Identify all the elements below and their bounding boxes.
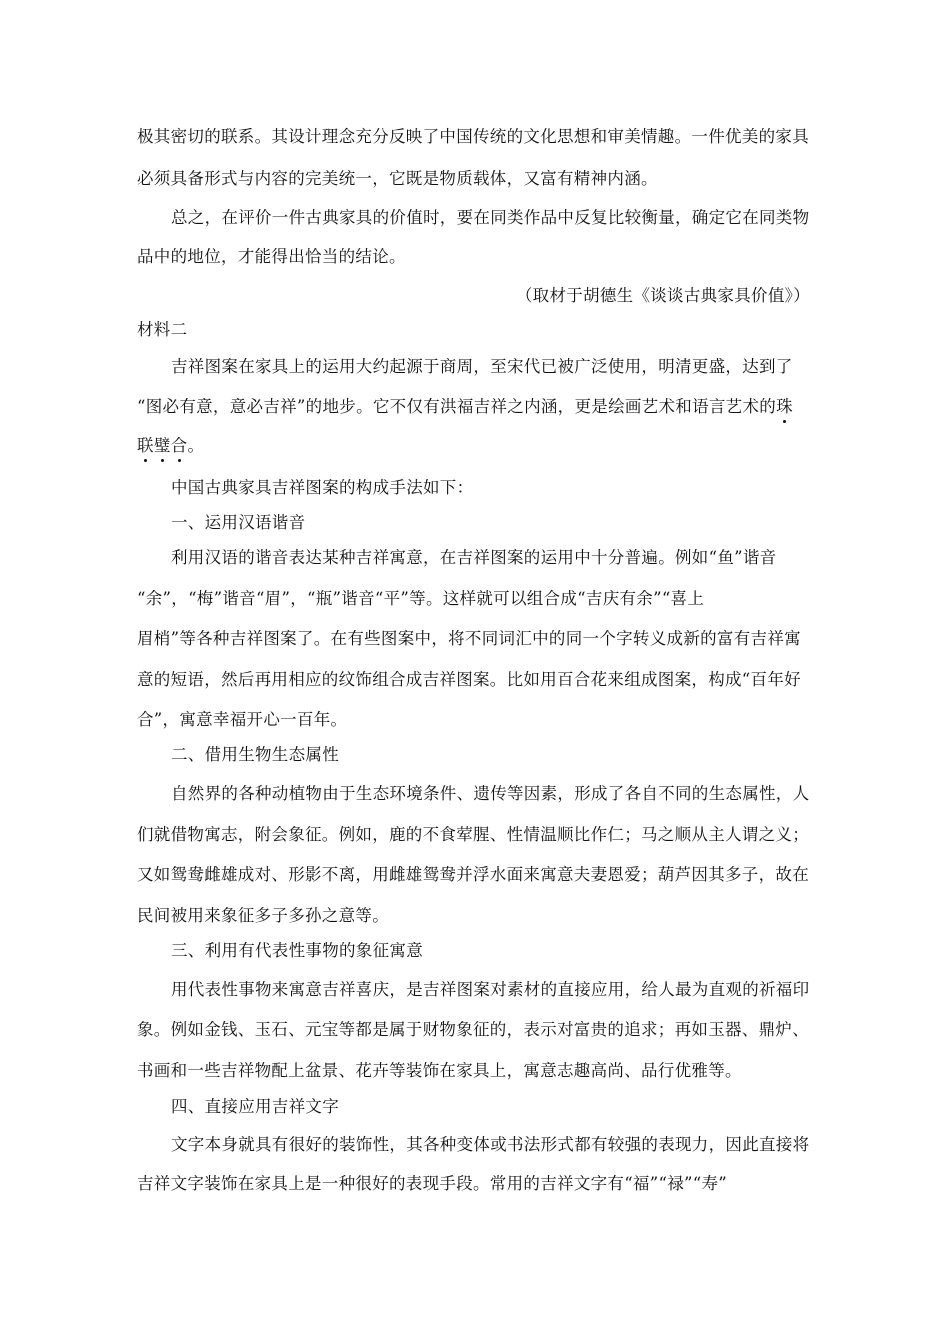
section-heading: 三、利用有代表性事物的象征寓意 [171,941,423,960]
paragraph-line: 极其密切的联系。其设计理念充分反映了中国传统的文化思想和审美情趣。一件优美的家具 [137,127,809,146]
paragraph-line: 合”，寓意幸福开心一百年。 [137,710,348,729]
paragraph-line: 吉祥文字装饰在家具上是一种很好的表现手段。常用的吉祥文字有“福”“禄”“寿” [137,1174,728,1193]
paragraph-line: 眉梢”等各种吉祥图案了。在有些图案中，将不同词汇中的同一个字转义成新的富有吉祥寓 [137,629,801,648]
paragraph-line: 中国古典家具吉祥图案的构成手法如下： [171,478,474,497]
paragraph-line: 书画和一些吉祥物配上盆景、花卉等装饰在家具上，寓意志趣高尚、品行优雅等。 [137,1061,742,1080]
section-heading: 二、借用生物生态属性 [171,745,339,764]
paragraph-line: 又如鸳鸯雌雄成对、形影不离，用雌雄鸳鸯并浮水面来寓意夫妻恩爱；葫芦因其多子，故在 [137,865,809,884]
paragraph-line: 文字本身就具有很好的装饰性，其各种变体或书法形式都有较强的表现力，因此直接将 [171,1135,810,1154]
paragraph-line: 民间被用来象征多子多孙之意等。 [137,906,389,925]
paragraph-line: “余”，“梅”谐音“眉”，“瓶”谐音“平”等。这样就可以组合成“吉庆有余”“喜上 [137,589,705,608]
material-heading: 材料二 [137,320,188,339]
source-citation: （取材于胡德生《谈谈古典家具价值》） [515,286,810,305]
paragraph-line: 自然界的各种动植物由于生态环境条件、遗传等因素，形成了各自不同的生态属性，人 [171,784,810,803]
paragraph-line [137,436,204,456]
emphasis-char: 璧 [153,436,171,455]
paragraph-line: 利用汉语的谐音表达某种吉祥寓意，在吉祥图案的运用中十分普遍。例如“鱼”谐音 [171,548,777,567]
paragraph-line: 总之，在评价一件古典家具的价值时，要在同类作品中反复比较衡量，确定它在同类物 [171,208,810,227]
paragraph-line: 们就借物寓志，附会象征。例如，鹿的不食荤腥、性情温顺比作仁；马之顺从主人谓之义； [137,825,809,844]
paragraph-line: 品中的地位，才能得出恰当的结论。 [137,247,406,266]
paragraph-line: 意的短语，然后再用相应的纹饰组合成吉祥图案。比如用百合花来组成图案，构成“百年好 [137,670,801,689]
paragraph-line: 吉祥图案在家具上的运用大约起源于商周，至宋代已被广泛使用，明清更盛，达到了 [171,357,793,376]
intro-end: 。 [187,436,205,455]
paragraph-line: 象。例如金钱、玉石、元宝等都是属于财物象征的，表示对富贵的追求；再如玉器、鼎炉、 [137,1020,809,1039]
intro-text: “图必有意，意必吉祥”的地步。它不仅有洪福吉祥之内涵，更是绘画艺术和语言艺术的 [137,397,777,416]
paragraph-line: 必须具备形式与内容的完美统一，它既是物质载体，又富有精神内涵。 [137,169,658,188]
paragraph-line: 用代表性事物来寓意吉祥喜庆，是吉祥图案对素材的直接应用，给人最为直观的祈福印 [171,980,810,999]
section-heading: 一、运用汉语谐音 [171,513,306,532]
paragraph-line [137,397,793,417]
emphasis-char: 联 [137,436,154,455]
emphasis-char: 珠 [776,397,793,416]
section-heading: 四、直接应用吉祥文字 [171,1097,339,1116]
emphasis-char: 合 [170,436,188,455]
